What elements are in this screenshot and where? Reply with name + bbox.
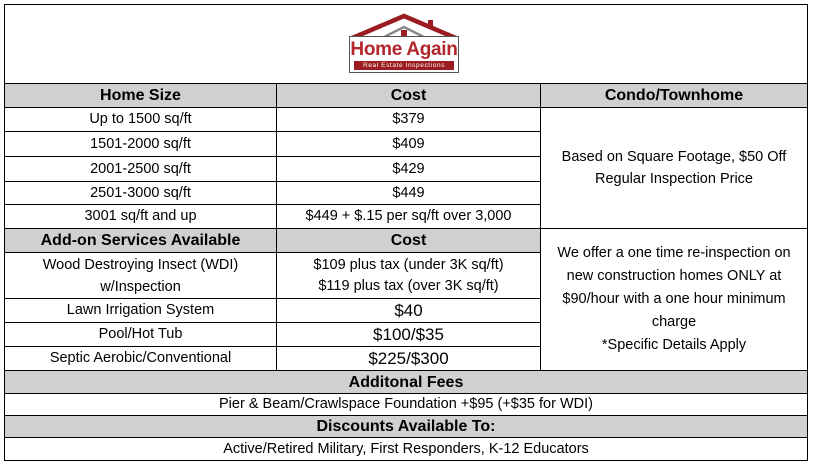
reinspection-line: $90/hour with a one hour minimum — [562, 291, 786, 307]
addon-cost-cell: $100/$35 — [277, 323, 541, 347]
logo-title: Home Again — [350, 39, 458, 60]
reinspection-line: new construction homes ONLY at — [566, 268, 782, 284]
table-row — [5, 394, 808, 416]
addon-service-cell — [5, 253, 277, 299]
addon-service-cell: Septic Aerobic/Conventional — [5, 347, 277, 371]
addons-header-row — [5, 229, 808, 253]
addon-cost-cell: $40 — [277, 299, 541, 323]
reinspection-line: charge — [651, 314, 697, 330]
cost-cell: $429 — [277, 157, 541, 182]
addons-cost-header: Cost — [277, 229, 541, 253]
wdi-cost-line: $109 plus tax (under 3K sq/ft) — [313, 256, 504, 273]
pricing-header-row — [5, 84, 808, 108]
wdi-service-line: Wood Destroying Insect (WDI) — [42, 256, 239, 273]
cost-cell: $379 — [277, 108, 541, 132]
addons-header: Add-on Services Available — [5, 229, 277, 253]
wdi-service-line: w/Inspection — [100, 278, 181, 295]
addon-cost-cell — [277, 253, 541, 299]
condo-note — [541, 108, 808, 229]
logo-plate — [349, 36, 459, 73]
cost-cell: $409 — [277, 132, 541, 157]
fees-header-row — [5, 371, 808, 394]
addon-service-cell: Pool/Hot Tub — [5, 323, 277, 347]
home-size-cell: 1501-2000 sq/ft — [5, 132, 277, 157]
additional-fees-header: Additonal Fees — [5, 371, 808, 394]
cost-cell: $449 + $.15 per sq/ft over 3,000 — [277, 205, 541, 229]
condo-note-line: Based on Square Footage, $50 Off — [561, 149, 787, 165]
additional-fees-text: Pier & Beam/Crawlspace Foundation +$95 (+$35 for WDI) — [5, 394, 808, 416]
price-sheet — [4, 4, 807, 465]
cost-cell: $449 — [277, 182, 541, 205]
discounts-header-row — [5, 416, 808, 438]
home-size-cell: 2001-2500 sq/ft — [5, 157, 277, 182]
logo-banner — [5, 5, 808, 84]
home-size-header: Home Size — [5, 84, 277, 108]
pricing-table — [4, 4, 808, 461]
addon-cost-cell: $225/$300 — [277, 347, 541, 371]
table-row — [5, 108, 808, 132]
home-size-cell: 3001 sq/ft and up — [5, 205, 277, 229]
home-size-cell: Up to 1500 sq/ft — [5, 108, 277, 132]
cost-header: Cost — [277, 84, 541, 108]
discounts-text: Active/Retired Military, First Responders, K-12 Educators — [5, 438, 808, 461]
condo-header: Condo/Townhome — [541, 84, 808, 108]
condo-note-line: Regular Inspection Price — [595, 171, 753, 187]
discounts-header: Discounts Available To: — [5, 416, 808, 438]
reinspection-line: We offer a one time re-inspection on — [557, 245, 791, 261]
reinspection-line: *Specific Details Apply — [601, 337, 747, 353]
wdi-cost-line: $119 plus tax (over 3K sq/ft) — [318, 277, 499, 294]
addon-service-cell: Lawn Irrigation System — [5, 299, 277, 323]
reinspection-note — [541, 229, 808, 371]
table-row — [5, 438, 808, 461]
home-again-logo — [346, 11, 466, 77]
logo-subtitle: Real Estate Inspections — [354, 61, 454, 70]
home-size-cell: 2501-3000 sq/ft — [5, 182, 277, 205]
